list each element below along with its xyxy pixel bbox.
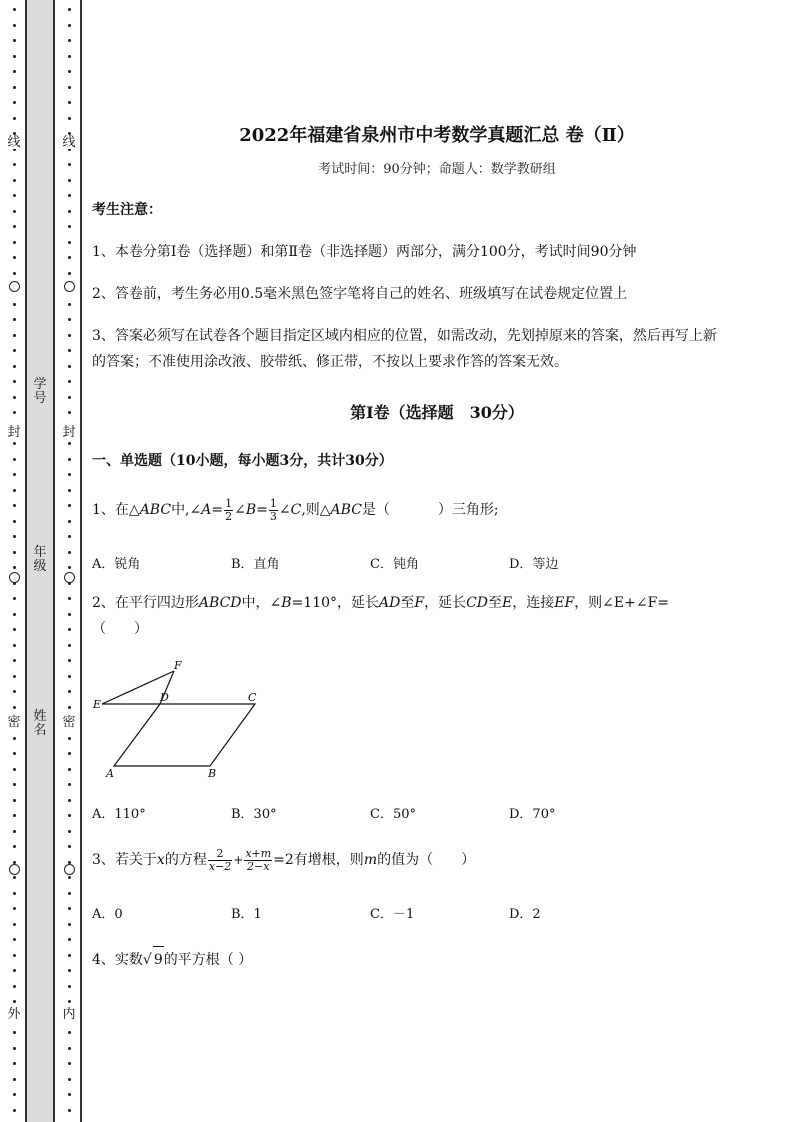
cut-line-dot <box>13 876 16 879</box>
outer-circle-1 <box>9 281 20 292</box>
cut-line-dot <box>68 830 71 833</box>
cut-line-dot <box>68 768 71 771</box>
cut-line-dot <box>68 551 71 554</box>
option-a: A．0 <box>92 907 123 922</box>
cut-line-dot <box>68 179 71 182</box>
cut-line-dot <box>68 411 71 414</box>
cut-line-dot <box>68 938 71 941</box>
cut-line-dot <box>68 1078 71 1081</box>
cut-line-dot <box>13 318 16 321</box>
cut-line-dot <box>68 39 71 42</box>
cut-line-dot <box>13 458 16 461</box>
cut-line-dot <box>13 768 16 771</box>
cut-line-dot <box>13 551 16 554</box>
notice-heading: 考生注意： <box>92 202 162 218</box>
option-c: C．－1 <box>370 907 415 922</box>
binding-margin <box>0 0 82 1122</box>
cut-line-dot <box>68 1062 71 1065</box>
cut-line-dot <box>68 737 71 740</box>
cut-line-dot <box>68 535 71 538</box>
cut-line-dot <box>68 163 71 166</box>
cut-line-dot <box>68 1093 71 1096</box>
option-c: C．钝角 <box>370 557 419 572</box>
sqrt-symbol: √ <box>142 952 152 968</box>
cut-line-dot <box>68 256 71 259</box>
cut-line-dot <box>13 783 16 786</box>
cut-line-dot <box>68 194 71 197</box>
field-student-id-label: 学 号 <box>33 377 47 406</box>
cut-line-dot <box>13 985 16 988</box>
notice-item-3-continued: 的答案；不准使用涂改液、胶带纸、修正带，不按以上要求作答的答案无效。 <box>92 354 568 370</box>
cut-line-dot <box>68 1000 71 1003</box>
cut-line-dot <box>13 225 16 228</box>
fraction-x-plus-m-over-2-minus-x: $\frac{x+m}{2-x}$ <box>245 846 272 873</box>
cut-line-dot <box>13 597 16 600</box>
exam-subtitle: 考试时间：90分钟；命题人：数学教研组 <box>318 162 556 177</box>
cut-line-dot <box>13 737 16 740</box>
inner-label-nei: 内 <box>62 1007 76 1022</box>
cut-line-dot <box>68 24 71 27</box>
cut-line-dot <box>13 504 16 507</box>
cut-line-dot <box>13 334 16 337</box>
cut-line-dot <box>68 845 71 848</box>
inner-circle-3 <box>64 864 75 875</box>
cut-line-dot <box>68 334 71 337</box>
cut-line-dot <box>13 210 16 213</box>
cut-line-dot <box>13 256 16 259</box>
cut-line-dot <box>13 303 16 306</box>
cut-line-dot <box>68 241 71 244</box>
cut-line-dot <box>68 690 71 693</box>
cut-line-dot <box>68 752 71 755</box>
cut-line-dot <box>68 365 71 368</box>
option-d: D．等边 <box>509 557 559 572</box>
label-a: A <box>106 767 114 780</box>
cut-line-dot <box>13 380 16 383</box>
cut-line-dot <box>68 566 71 569</box>
exam-title: 2022年福建省泉州市中考数学真题汇总 卷（Ⅱ） <box>239 125 635 146</box>
cut-line-dot <box>13 241 16 244</box>
notice-item-2: 2、答卷前，考生务必用0.5毫米黑色签字笔将自己的姓名、班级填写在试卷规定位置上 <box>92 286 628 302</box>
cut-line-dot <box>13 1047 16 1050</box>
cut-line-dot <box>13 396 16 399</box>
cut-line-dot <box>13 349 16 352</box>
cut-line-dot <box>68 473 71 476</box>
label-e: E <box>93 698 102 711</box>
cut-line-dot <box>13 70 16 73</box>
cut-line-dot <box>68 783 71 786</box>
cut-line-dot <box>68 442 71 445</box>
option-c: C．50° <box>370 807 416 822</box>
band-border-left <box>25 0 27 1122</box>
cut-line-dot <box>68 303 71 306</box>
cut-line-dot <box>13 923 16 926</box>
sqrt-radicand: 9 <box>153 946 164 973</box>
cut-line-dot <box>68 597 71 600</box>
cut-line-dot <box>13 163 16 166</box>
cut-line-dot <box>13 1062 16 1065</box>
cut-line-dot <box>13 954 16 957</box>
cut-line-dot <box>13 628 16 631</box>
cut-line-dot <box>68 1109 71 1112</box>
field-name-label: 姓 名 <box>33 709 47 738</box>
cut-line-dot <box>68 458 71 461</box>
cut-line-dot <box>68 225 71 228</box>
label-f: F <box>174 659 182 672</box>
outer-label-mi: 密 <box>7 715 21 730</box>
cut-line-dot <box>13 55 16 58</box>
cut-line-dot <box>68 520 71 523</box>
cut-line-dot <box>13 613 16 616</box>
cut-line-dot <box>13 1093 16 1096</box>
cut-line-dot <box>13 1031 16 1034</box>
field-grade-label: 年 级 <box>33 545 47 574</box>
label-b: B <box>208 767 217 780</box>
cut-line-dot <box>68 814 71 817</box>
cut-line-dot <box>13 179 16 182</box>
cut-line-dot <box>13 845 16 848</box>
cut-line-dot <box>68 892 71 895</box>
cut-line-dot <box>13 473 16 476</box>
cut-line-dot <box>68 101 71 104</box>
fraction-one-half: $\frac{1}{2}$ <box>225 496 233 523</box>
label-d: D <box>160 691 169 704</box>
cut-line-dot <box>68 907 71 910</box>
cut-line-dot <box>68 876 71 879</box>
inner-label-mi: 密 <box>62 715 76 730</box>
cut-line-dot <box>13 8 16 11</box>
cut-line-dot <box>68 380 71 383</box>
cut-line-dot <box>13 814 16 817</box>
option-a: A．锐角 <box>92 557 141 572</box>
cut-line-dot <box>68 70 71 73</box>
cut-line-dot <box>68 628 71 631</box>
cut-line-dot <box>68 954 71 957</box>
cut-line-dot <box>68 644 71 647</box>
cut-line-dot <box>68 504 71 507</box>
inner-circle-1 <box>64 281 75 292</box>
cut-line-dot <box>13 706 16 709</box>
cut-line-dot <box>13 411 16 414</box>
parallelogram-figure <box>92 655 272 785</box>
section-title: 第Ⅰ卷（选择题 30分） <box>350 403 524 422</box>
cut-line-dot <box>13 1000 16 1003</box>
cut-line-dot <box>13 938 16 941</box>
cut-line-dot <box>13 752 16 755</box>
cut-line-dot <box>13 907 16 910</box>
part-one-heading: 一、单选题（10小题，每小题3分，共计30分） <box>92 453 393 469</box>
option-b: B．直角 <box>231 557 280 572</box>
question-2: 2、在平行四边形ABCD中，∠B=110°，延长AD至F，延长CD至E，连接EF，则∠E+∠F= <box>92 595 670 611</box>
cut-line-dot <box>68 675 71 678</box>
cut-line-dot <box>13 365 16 368</box>
dotted-cut-line-outer <box>11 0 19 1122</box>
cut-line-dot <box>68 923 71 926</box>
cut-line-dot <box>13 520 16 523</box>
band-border-right <box>53 0 55 1122</box>
cut-line-dot <box>13 644 16 647</box>
cut-line-dot <box>68 969 71 972</box>
cut-line-dot <box>13 442 16 445</box>
cut-line-dot <box>13 86 16 89</box>
cut-line-dot <box>68 210 71 213</box>
cut-line-dot <box>13 489 16 492</box>
cut-line-dot <box>68 272 71 275</box>
cut-line-dot <box>13 892 16 895</box>
cut-line-dot <box>13 1078 16 1081</box>
outer-circle-2 <box>9 572 20 583</box>
cut-line-dot <box>68 489 71 492</box>
inner-label-feng: 封 <box>62 425 76 440</box>
option-b: B．1 <box>231 907 262 922</box>
cut-line-dot <box>13 690 16 693</box>
cut-line-dot <box>68 86 71 89</box>
cut-line-dot <box>13 659 16 662</box>
cut-line-dot <box>68 349 71 352</box>
cut-line-dot <box>13 101 16 104</box>
cut-line-dot <box>13 535 16 538</box>
parallelogram-abcd <box>114 704 255 766</box>
cut-line-dot <box>68 799 71 802</box>
page-border-line <box>80 0 82 1122</box>
cut-line-dot <box>13 1109 16 1112</box>
cut-line-dot <box>13 969 16 972</box>
cut-line-dot <box>68 55 71 58</box>
cut-line-dot <box>68 706 71 709</box>
cut-line-dot <box>13 675 16 678</box>
cut-line-dot <box>13 194 16 197</box>
notice-item-1: 1、本卷分第Ⅰ卷（选择题）和第Ⅱ卷（非选择题）两部分，满分100分，考试时间90分钟 <box>92 244 637 260</box>
question-4: 4、实数√ 9的平方根（ ） <box>92 946 252 973</box>
cut-line-dot <box>68 8 71 11</box>
cut-line-dot <box>13 117 16 120</box>
outer-label-wai: 外 <box>7 1007 21 1022</box>
cut-line-dot <box>13 39 16 42</box>
cut-line-dot <box>13 830 16 833</box>
inner-label-xian: 线 <box>62 135 76 150</box>
option-b: B．30° <box>231 807 277 822</box>
outer-label-feng: 封 <box>7 425 21 440</box>
option-d: D．70° <box>509 807 556 822</box>
cut-line-dot <box>13 24 16 27</box>
cut-line-dot <box>68 659 71 662</box>
label-c: C <box>248 691 257 704</box>
notice-item-3: 3、答案必须写在试卷各个题目指定区域内相应的位置，如需改动，先划掉原来的答案，然后再写上新 <box>92 328 717 344</box>
fraction-one-third: $\frac{1}{3}$ <box>269 496 277 523</box>
cut-line-dot <box>68 117 71 120</box>
cut-line-dot <box>68 613 71 616</box>
cut-line-dot <box>13 566 16 569</box>
cut-line-dot <box>68 396 71 399</box>
outer-label-xian: 线 <box>7 135 21 150</box>
cut-line-dot <box>68 985 71 988</box>
outer-circle-3 <box>9 864 20 875</box>
question-3: 3、若关于x的方程 $\frac{2}{x-2}$ + $\frac{x+m}{2-x}$ =2有增根，则m的值为（ ） <box>92 846 476 873</box>
option-a: A．110° <box>92 807 146 822</box>
cut-line-dot <box>68 1047 71 1050</box>
dotted-cut-line-inner <box>66 0 74 1122</box>
cut-line-dot <box>13 799 16 802</box>
cut-line-dot <box>68 318 71 321</box>
cut-line-dot <box>13 272 16 275</box>
inner-circle-2 <box>64 572 75 583</box>
cut-line-dot <box>68 1031 71 1034</box>
fraction-2-over-x-minus-2: $\frac{2}{x-2}$ <box>208 846 232 873</box>
question-2-answer-paren: （ ） <box>92 621 148 637</box>
question-1: 1、在△ABC中,∠A= $\frac{1}{2}$ ∠B= $\frac{1}{3}$ ∠C,则△ABC是（ ）三角形; <box>92 496 499 523</box>
option-d: D．2 <box>509 907 541 922</box>
